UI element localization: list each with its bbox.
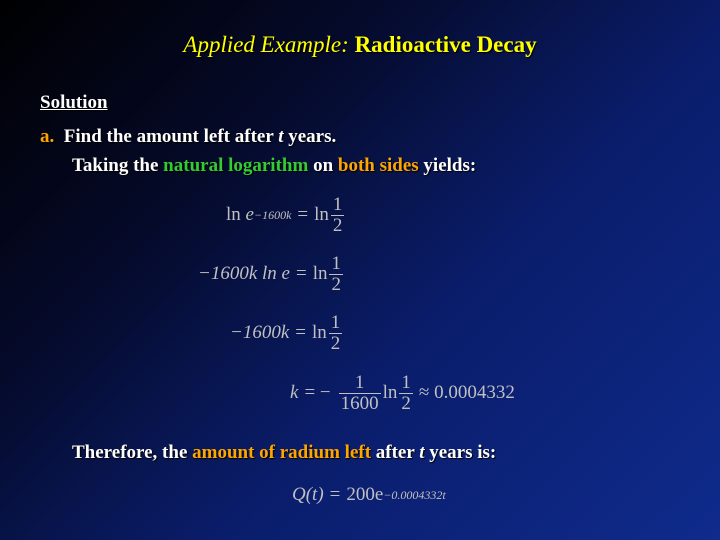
eq3-fraction: $\frac{1}{2}$ <box>330 311 341 354</box>
eq2-lhs: −1600k ln e <box>198 263 290 284</box>
eq1-ln: ln <box>226 204 241 225</box>
eq1-e: e <box>245 204 254 225</box>
eq4-fraction-1: $\frac{1}{1600}$ <box>340 371 379 414</box>
final-equation <box>292 470 446 520</box>
final-equals: = <box>329 484 341 505</box>
equation-1 <box>226 190 346 240</box>
step-b-highlight-2: both sides <box>337 155 419 176</box>
concl-text-2: after <box>371 442 420 463</box>
title-italic: Applied Example: <box>183 32 349 57</box>
step-a-line <box>40 126 336 148</box>
equation-3 <box>230 308 344 358</box>
eq2-fraction: $\frac{1}{2}$ <box>331 252 341 295</box>
concl-text-1: Therefore, the <box>72 442 193 463</box>
eq2-rhs-ln: ln <box>312 263 328 284</box>
solution-heading: Solution <box>40 92 108 113</box>
eq3-equals: = <box>295 322 306 343</box>
eq1-fraction: $\frac{1}{2}$ <box>332 193 343 236</box>
equation-4 <box>290 368 515 418</box>
step-b-text-1: Taking the <box>72 155 164 176</box>
eq1-equals: = <box>297 204 309 225</box>
step-b-text-2: on <box>308 155 338 176</box>
eq4-ln: ln <box>382 382 398 403</box>
eq3-lhs: −1600k <box>230 322 290 343</box>
eq4-approx: ≈ 0.0004332 <box>418 382 515 403</box>
final-exponent: −0.0004332t <box>383 487 446 502</box>
concl-text-3: years is: <box>424 442 497 463</box>
slide-title <box>0 32 720 58</box>
eq3-rhs-ln: ln <box>311 322 327 343</box>
final-coef: 200e <box>346 484 384 505</box>
final-lhs: Q(t) <box>292 484 324 505</box>
concl-var: t <box>419 442 425 463</box>
eq4-fraction-2: $\frac{1}{2}$ <box>401 371 411 414</box>
eq1-rhs-ln: ln <box>314 204 329 225</box>
eq4-equals: = − <box>304 382 331 403</box>
step-b-highlight-1: natural logarithm <box>163 155 309 176</box>
eq4-lhs: k <box>290 382 299 403</box>
equation-2 <box>198 249 345 299</box>
step-a-marker: a. <box>40 126 55 147</box>
concl-highlight: amount of radium left <box>192 442 372 463</box>
conclusion-line <box>72 442 496 464</box>
step-b-line <box>72 155 476 177</box>
eq2-equals: = <box>295 263 307 284</box>
title-main: Radioactive Decay <box>348 32 537 57</box>
eq1-exponent: −1600k <box>253 207 292 222</box>
step-a-text-1: Find the amount left after <box>63 126 279 147</box>
step-b-text-3: yields: <box>418 155 477 176</box>
step-a-text-2: years. <box>283 126 337 147</box>
step-a-var: t <box>278 126 284 147</box>
